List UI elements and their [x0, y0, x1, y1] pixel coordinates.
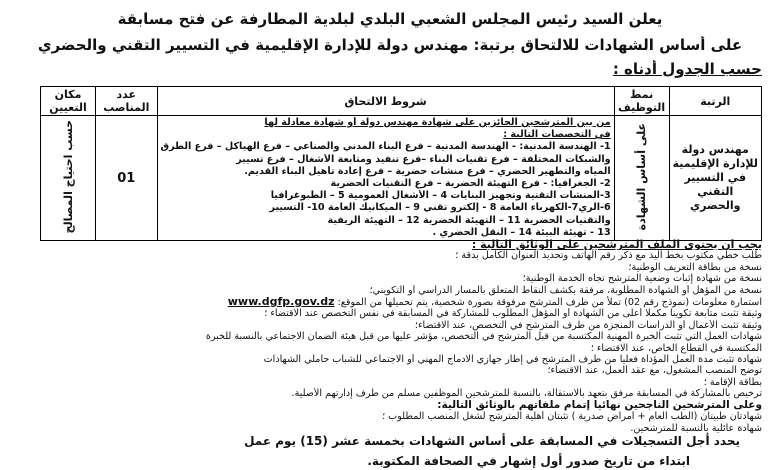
header-conditions: شروط الالتحاق: [157, 87, 614, 116]
document-item: المكتسبة في القطاع الخاص، عند الاقتضاء ؛: [590, 342, 762, 354]
document-item-with-link: [22, 296, 762, 308]
required-documents: [22, 239, 762, 434]
condition-line: 3-المنشآت التقنية وتجهيز البنايات 4 – الأشغال العمومية 5 – الطبوغرافيا: [270, 190, 611, 202]
condition-line: والتقنيات الحضرية 11 – التهيئة الحضرية 12 – التهيئة الريفية: [327, 214, 611, 226]
document-item: طلب خطي مكتوب بخط اليد مع ذكر رقم الهاتف وتحديد العنوان الكامل بدقة ؛: [455, 250, 762, 262]
header-count: عدد المناصب: [96, 87, 157, 116]
condition-line: 2- الجغرافيا: - فرع التهيئة الحضرية – فرع التقنيات الحضرية: [330, 178, 611, 190]
document-item: نسخة من شهادة إثبات وضعية المترشح تجاه الخدمة الوطنية؛: [522, 273, 762, 285]
cell-count: 01: [96, 116, 157, 241]
table-header-row: [41, 87, 762, 116]
cell-mode: [614, 116, 669, 241]
document-item: نسخة من المؤهل أو الشهادة المطلوبة، مرفقة بكشف النقاط المتعلق بالمسار الدراسي أو التكويني؛: [369, 284, 762, 296]
document-item: نسخة من بطاقة التعريف الوطنية؛: [628, 261, 762, 273]
condition-line: المياه والتطهير الحضري – فرع منشآت حضرية – فرع إعادة تأهيل البناء القديم.: [244, 165, 611, 177]
place-text: حسب احتياج المصالح: [61, 119, 75, 234]
document-item: شهادات العمل التي تثبت الخبرة المهنية المكتسبة من قبل المترشح في التخصص، مؤشر عليها من قبل هيئة الضمان الاجتماعي بالنسبة للخبرة: [205, 331, 762, 343]
table-row: [41, 116, 762, 241]
positions-table: [40, 86, 762, 241]
document-item: توضح المنصب المشغول، مع عقد العمل، عند الاقتضاء؛: [547, 365, 762, 377]
website-link[interactable]: www.dgfp.gov.dz: [227, 296, 335, 309]
deadline-line: يحدد أجل التسجيلات في المسابقة على أساس الشهادات بخمسة عشر (15) يوم عمل: [244, 434, 740, 448]
document-item: بطاقة الإقامة ؛: [703, 376, 762, 388]
header-mode: نمط التوظيف: [614, 87, 669, 116]
accepted-item: شهادتان طبيتان (الطب العام + أمراض صدرية ) تثبتان أهلية المترشح لشغل المنصب المطلوب ؛: [382, 411, 762, 423]
condition-line: 13 - تهيئة البيئة 14 – النقل الحضري .: [432, 226, 611, 238]
table-intro: [18, 60, 762, 78]
header-rank: الرتبة: [669, 87, 761, 116]
document-item: استمارة معلومات (نموذج رقم 02) تملأ من طرف المترشح مرفوقة بصورة شخصية، يتم تحميلها من الموقع:: [337, 297, 762, 309]
table-intro-text: حسب الجدول أدناه :: [612, 60, 762, 78]
condition-line: في التخصصات التالية :: [503, 129, 611, 141]
condition-line: 1- الهندسة المدنية: - الهندسة المدنية – فرع البناء المدني والصناعي – فرع الهياكل – فرع الطرق: [160, 141, 611, 153]
mode-text: على أساس الشهادة: [635, 122, 649, 231]
cell-rank: مهندس دولة للإدارة الإقليمية في التسيير التقني والحضري: [669, 116, 761, 241]
document-item: شهادة تثبت مدة العمل المؤداة فعليا من طرف المترشح في إطار جهازي الادماج المهني أو الاجتماعي للشباب حاملي الشهادات: [263, 354, 762, 366]
documents-title: يجب أن يحتوي الملف المترشحين على الوثائق التالية :: [471, 239, 762, 251]
cell-conditions: [157, 116, 614, 241]
document-item: وثيقة تثبت الأعمال أو الدراسات المنجزة من طرف المترشح في التخصص، عند الاقتضاء؛: [414, 319, 762, 331]
accepted-item: شهادة عائلية بالنسبة للمترشحين.: [630, 422, 762, 434]
document-item: ترخيص بالمشاركة في المسابقة مرفق بتعهد بالاستقالة، بالنسبة للمترشحين الموظفين مسلم من طرف إدارتهم الأصلية.: [291, 388, 762, 400]
condition-line: والشبكات المختلفة – فرع تقنيات البناء –فرع تنفيذ ومتابعة الأشغال – فرع تسيير: [236, 153, 611, 165]
announcement-heading: يعلن السيد رئيس المجلس الشعبي البلدي لبلدية المطارفة عن فتح مسابقة: [117, 10, 663, 28]
cell-place: [41, 116, 96, 241]
condition-line: 6-الري7-الكهرباء العامة 8 - إلكترو تقني 9 – الميكانيك العامة 10- التسيير: [269, 202, 611, 214]
condition-line: من بين المترشحين الحائزين على شهادة مهندس دولة أو شهادة معادلة لها: [264, 117, 611, 128]
announcement-subheading: على أساس الشهادات للالتحاق برتبة: مهندس دولة للإدارة الإقليمية في التسيير التقني والحضري: [37, 36, 743, 54]
header-place: مكان التعيين: [41, 87, 96, 116]
accepted-title: وعلى المترشحين الناجحين نهائيا إتمام ملفاتهم بالوثائق التالية:: [437, 399, 762, 411]
document-item: وثيقة تثبت متابعة تكوينا مكملا أعلى من الشهادة أو المؤهل المطلوب للمشاركة في المسابقة في نفس التخصص عند الاقتضاء ؛: [264, 308, 762, 320]
deadline-line: ابتداء من تاريخ صدور أول إشهار في الصحافة المكتوبة.: [367, 454, 690, 468]
